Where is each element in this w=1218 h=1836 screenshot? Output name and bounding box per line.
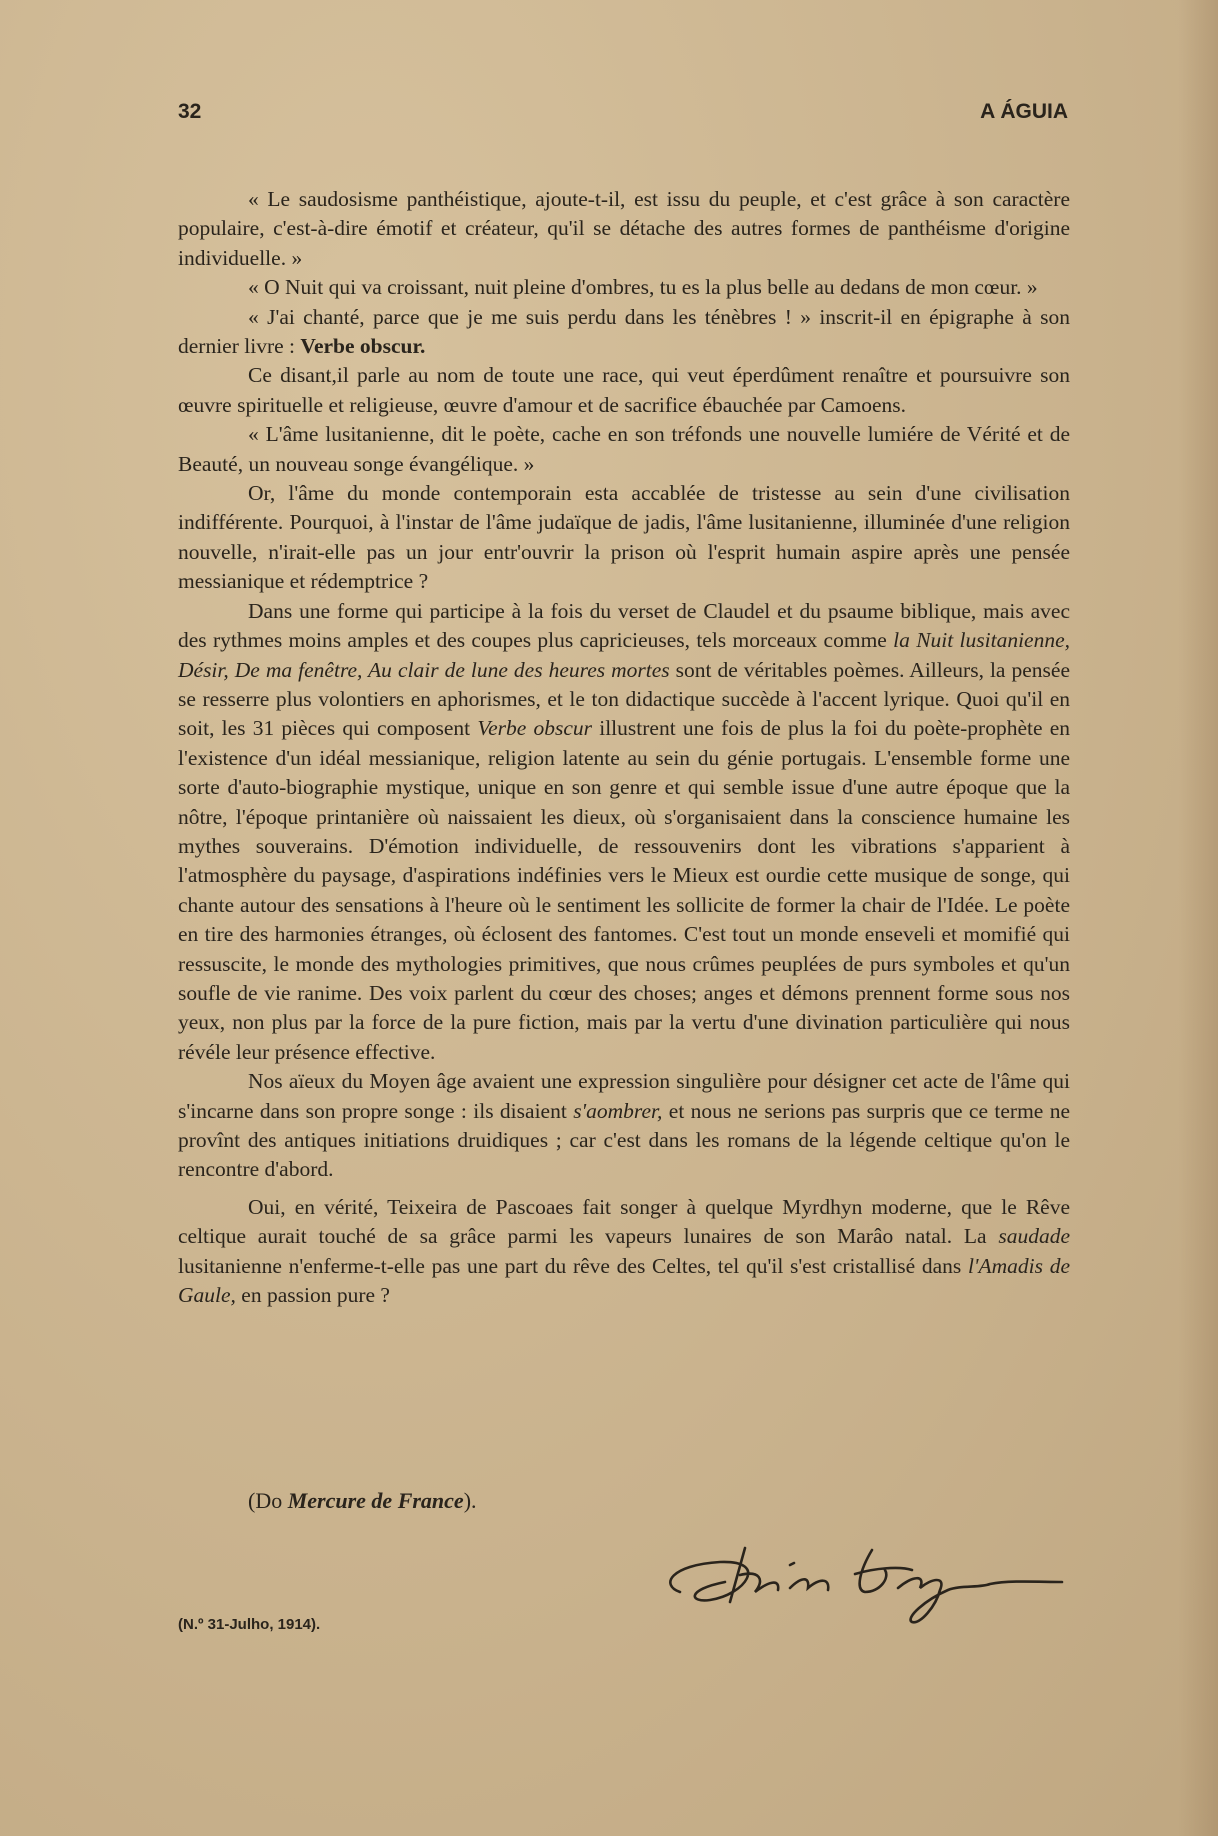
source-title: Mercure de France xyxy=(287,1488,464,1513)
paragraph xyxy=(178,303,1070,362)
text-run: « J'ai chanté, parce que je me suis perdu dans les ténèbres ! » inscrit-il en épigraphe à son dernier livre : xyxy=(178,304,1070,359)
paragraph xyxy=(178,1067,1070,1185)
page-edge-shadow xyxy=(1178,0,1218,1836)
page-number: 32 xyxy=(178,100,202,123)
italic-text: saudade xyxy=(998,1224,1070,1249)
paragraph xyxy=(178,1193,1070,1311)
paragraph xyxy=(178,273,1070,302)
text-run: lusitanienne n'enferme-t-elle pas une part du rêve des Celtes, tel qu'il s'est cristallisé dans xyxy=(178,1253,968,1278)
text-run: en passion pure ? xyxy=(235,1283,390,1308)
author-signature xyxy=(650,1530,1070,1640)
text-run: illustrent une fois de plus la foi du poète-prophète en l'existence d'un idéal messianique, religion latente au sein du génie portugais. L'ensemble forme une sorte d'auto-biographie mystique, unique en son genre et qui semble issue d'une autre époque que la nôtre, l'époque printanière où naissaient les dieux, où s'organisaient dans la conscience humaine les mythes souverains. D'émotion individuelle, de ressouvenirs dont les vibrations s'apparient à l'atmosphère du paysage, d'aspirations indéfinies vers le Mieux est ourdie cette musique de songe, qui chante autour des sensations à l'heure où le sentiment les sollicite de former la chair de l'Idée. Le poète en tire des harmonies étranges, où éclosent des fantomes. C'est tout un monde enseveli et momifié qui ressuscite, le monde des mythologies primitives, que nous crûmes peuplées de purs symboles et qu'un soufle de vie ranime. Des voix parlent du cœur des choses; anges et démons prennent forme sous nos yeux, non plus par la force de la pure fiction, mais par la vertu d'une divination particulière qui nous révéle leur présence effective. xyxy=(178,716,1070,1064)
text-run: Ce disant,il parle au nom de toute une race, qui veut éperdûment renaître et poursuivre son œuvre spirituelle et religieuse, œuvre d'amour et de sacrifice ébauchée par Camoens. xyxy=(178,363,1070,417)
text-run: et nous ne serions pas surpris que ce terme ne provînt des antiques initiations druidiques ; car c'est dans les romans de la légende celtique qu'on le rencontre d'abord. xyxy=(178,1098,1070,1182)
italic-text: la Nuit lusitanienne, Désir, De ma fenêtre, Au clair de lune des heures mortes xyxy=(178,628,1071,682)
text-run: sont de véritables poèmes. Ailleurs, la pensée se resserre plus volontiers en aphorismes, et le ton didactique succède à l'accent lyrique. Quoi qu'il en soit, les 31 pièces qui composent xyxy=(178,657,1070,741)
text-run: Nos aïeux du Moyen âge avaient une expression singulière pour désigner cet acte de l'âme qui s'incarne dans son propre songe : ils disaient xyxy=(178,1069,1070,1123)
text-run: Dans une forme qui participe à la fois du verset de Claudel et du psaume biblique, mais avec des rythmes moins amples et des coupes plus capricieuses, tels morceaux comme xyxy=(178,598,1070,653)
paragraph xyxy=(178,597,1070,1068)
text-run: « O Nuit qui va croissant, nuit pleine d'ombres, tu es la plus belle au dedans de mon cœur. » xyxy=(248,275,1038,300)
paragraph xyxy=(178,361,1070,420)
text-run: Oui, en vérité, Teixeira de Pascoaes fait songer à quelque Myrdhyn moderne, que le Rêve celtique aurait touché de sa grâce parmi les vapeurs lunaires de son Marâo natal. La xyxy=(178,1194,1070,1249)
text-run: « L'âme lusitanienne, dit le poète, cache en son tréfonds une nouvelle lumiére de Vérité et de Beauté, un nouveau songe évangélique. » xyxy=(178,422,1070,476)
paragraph xyxy=(178,479,1070,597)
italic-text: s'aombrer, xyxy=(573,1098,663,1123)
paragraph xyxy=(178,420,1070,479)
issue-note: (N.º 31-Julho, 1914). xyxy=(178,1616,321,1633)
source-credit: (Do Mercure de France). xyxy=(248,1488,477,1513)
article-body xyxy=(178,185,1070,1310)
text-run: « Le saudosisme panthéistique, ajoute-t-il, est issu du peuple, et c'est grâce à son caractère populaire, c'est-à-dire émotif et créateur, qu'il se détache des autres formes de panthéisme d'origine individuelle. » xyxy=(178,187,1070,270)
journal-title: A ÁGUIA xyxy=(980,100,1068,123)
italic-text: l'Amadis de Gaule, xyxy=(178,1253,1070,1308)
bold-text: Verbe obscur. xyxy=(300,334,426,359)
running-header xyxy=(178,100,1068,124)
text-run: Or, l'âme du monde contemporain esta accablée de tristesse au sein d'une civilisation indifférente. Pourquoi, à l'instar de l'âme judaïque de jadis, l'âme lusitanienne, illuminée d'une religion nouvelle, n'irait-elle pas un jour entr'ouvrir la prison où l'esprit humain aspire après une pensée messianique et rédemptrice ? xyxy=(178,481,1070,594)
paragraph xyxy=(178,185,1070,273)
italic-text: Verbe obscur xyxy=(477,716,593,741)
